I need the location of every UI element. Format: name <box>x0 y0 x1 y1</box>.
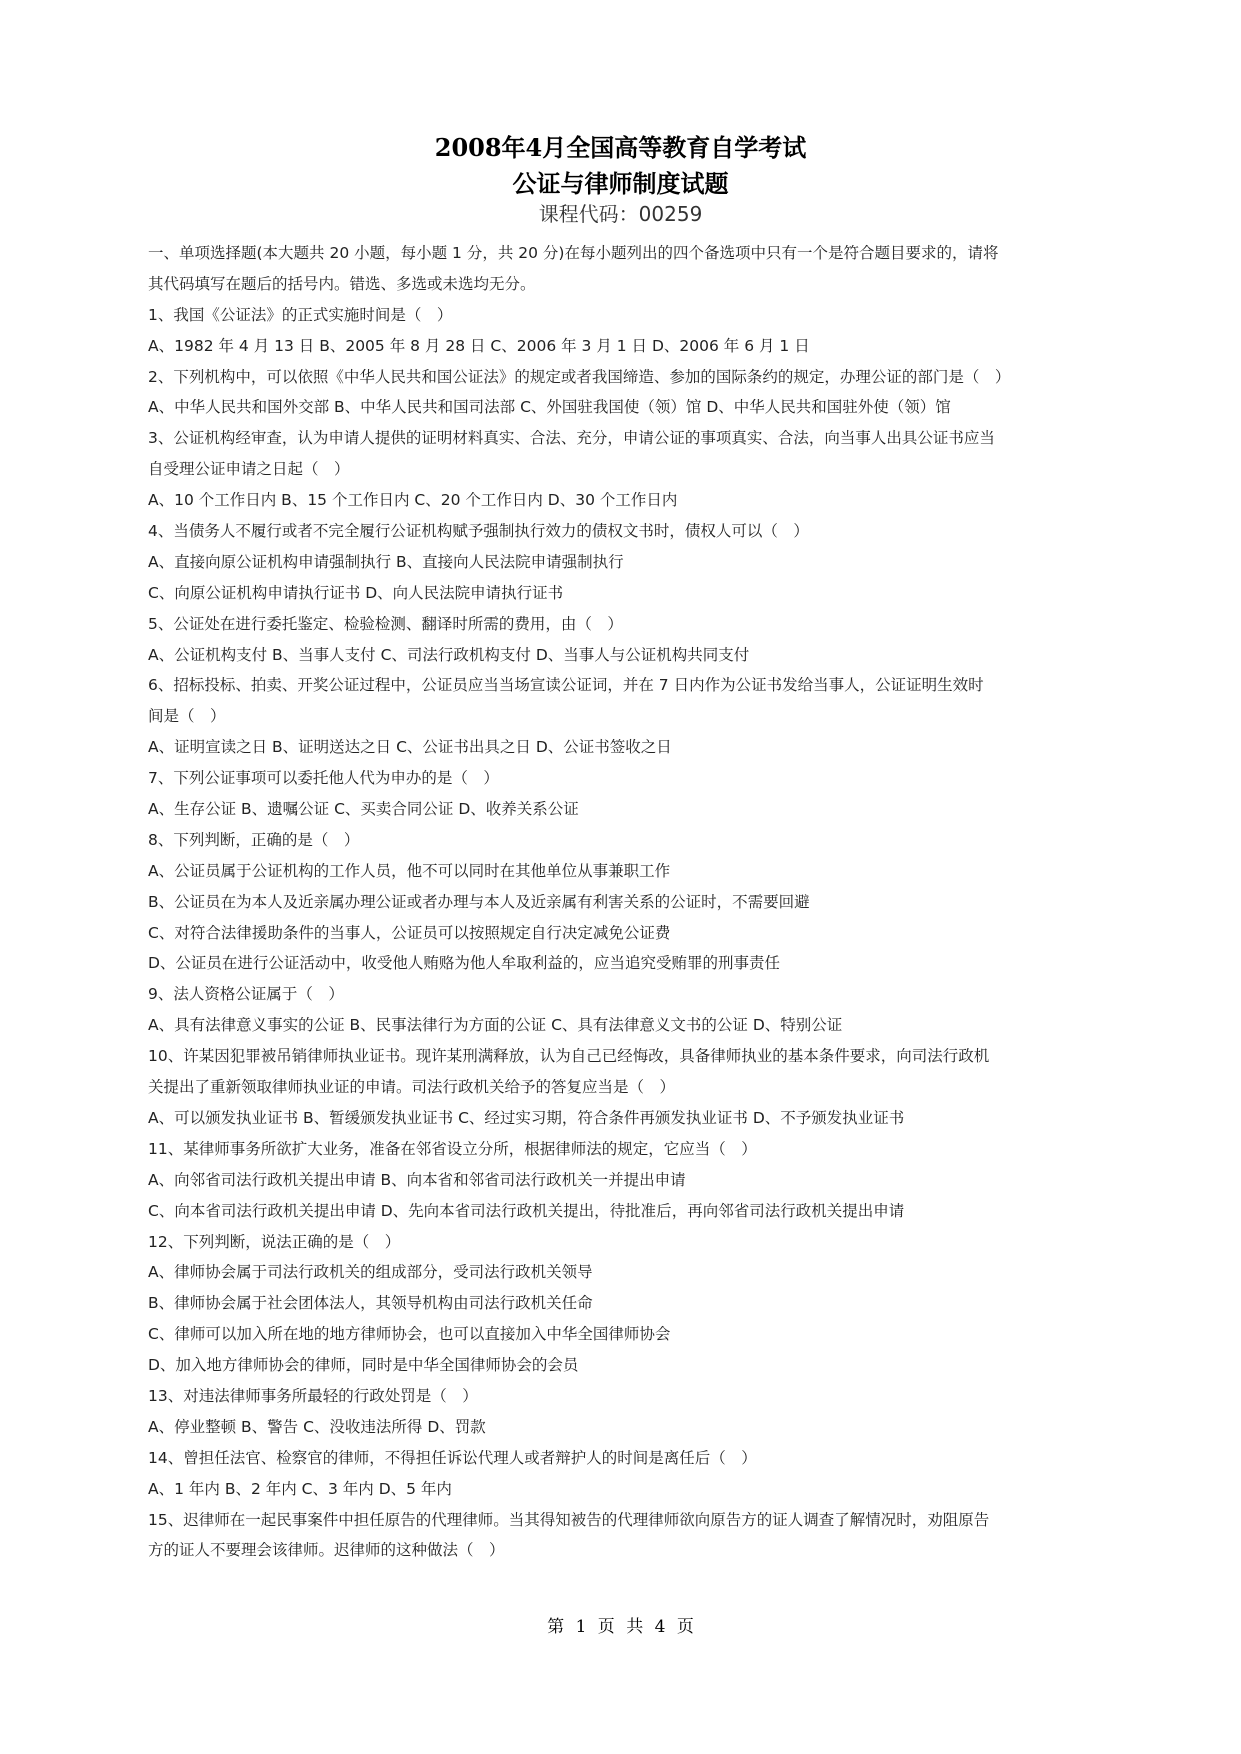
text-line: 4、当债务人不履行或者不完全履行公证机构赋予强制执行效力的债权文书时，债权人可以（ ） <box>148 522 809 541</box>
text-line: D、公证员在进行公证活动中，收受他人贿赂为他人牟取利益的，应当追究受贿罪的刑事责任 <box>148 954 780 973</box>
text-line: 方的证人不要理会该律师。迟律师的这种做法（ ） <box>148 1541 505 1560</box>
text-line: A、律师协会属于司法行政机关的组成部分，受司法行政机关领导 <box>148 1263 593 1282</box>
text-line: 3、公证机构经审查，认为申请人提供的证明材料真实、合法、充分，申请公证的事项真实、合法，向当事人出具公证书应当 <box>148 429 995 448</box>
text-line: 6、招标投标、拍卖、开奖公证过程中，公证员应当当场宣读公证词，并在 7 日内作为公证书发给当事人，公证证明生效时 <box>148 676 984 695</box>
text-line: A、中华人民共和国外交部 B、中华人民共和国司法部 C、外国驻我国使（领）馆 D、中华人民共和国驻外使（领）馆 <box>148 398 951 417</box>
text-line: 其代码填写在题后的括号内。错选、多选或未选均无分。 <box>148 274 536 293</box>
text-line: 间是（ ） <box>148 707 226 726</box>
text-line: B、律师协会属于社会团体法人，其领导机构由司法行政机关任命 <box>148 1294 593 1313</box>
text-line: A、公证机构支付 B、当事人支付 C、司法行政机构支付 D、当事人与公证机构共同支付 <box>148 645 750 664</box>
text-line: 10、许某因犯罪被吊销律师执业证书。现许某刑满释放，认为自己已经悔改，具备律师执业的基本条件要求，向司法行政机 <box>148 1047 990 1066</box>
text-line: 关提出了重新领取律师执业证的申请。司法行政机关给予的答复应当是（ ） <box>148 1078 676 1097</box>
text-line: 14、曾担任法官、检察官的律师，不得担任诉讼代理人或者辩护人的时间是离任后（ ） <box>148 1448 757 1467</box>
page-footer: 第 1 页 共 4 页 <box>547 1617 694 1637</box>
text-line: A、直接向原公证机构申请强制执行 B、直接向人民法院申请强制执行 <box>148 552 624 571</box>
text-line: 13、对违法律师事务所最轻的行政处罚是（ ） <box>148 1386 478 1405</box>
text-line: 1、我国《公证法》的正式实施时间是（ ） <box>148 305 453 324</box>
text-line: 8、下列判断，正确的是（ ） <box>148 830 360 849</box>
text-line: 11、某律师事务所欲扩大业务，准备在邻省设立分所，根据律师法的规定，它应当（ ） <box>148 1139 757 1158</box>
text-line: A、证明宣读之日 B、证明送达之日 C、公证书出具之日 D、公证书签收之日 <box>148 738 672 757</box>
text-line: 7、下列公证事项可以委托他人代为申办的是（ ） <box>148 769 499 788</box>
text-line: A、生存公证 B、遗嘱公证 C、买卖合同公证 D、收养关系公证 <box>148 800 579 819</box>
text-line: 一、单项选择题(本大题共 20 小题，每小题 1 分，共 20 分)在每小题列出的四个备选项中只有一个是符合题目要求的，请将 <box>148 244 999 262</box>
text-line: C、向本省司法行政机关提出申请 D、先向本省司法行政机关提出，待批准后，再向邻省司法行政机关提出申请 <box>148 1201 905 1220</box>
text-line: 2、下列机构中，可以依照《中华人民共和国公证法》的规定或者我国缔造、参加的国际条约的规定，办理公证的部门是（ ） <box>148 367 1011 386</box>
text-line: A、具有法律意义事实的公证 B、民事法律行为方面的公证 C、具有法律意义文书的公证 D、特别公证 <box>148 1016 843 1035</box>
exam-title: 2008年4月全国高等教育自学考试 <box>434 133 807 162</box>
question-body <box>148 238 1108 1566</box>
text-line: 5、公证处在进行委托鉴定、检验检测、翻译时所需的费用，由（ ） <box>148 614 623 633</box>
text-line: A、公证员属于公证机构的工作人员，他不可以同时在其他单位从事兼职工作 <box>148 861 671 880</box>
text-line: A、1982 年 4 月 13 日 B、2005 年 8 月 28 日 C、2006 年 3 月 1 日 D、2006 年 6 月 1 日 <box>148 336 810 355</box>
text-line: D、加入地方律师协会的律师，同时是中华全国律师协会的会员 <box>148 1356 579 1375</box>
text-line: A、向邻省司法行政机关提出申请 B、向本省和邻省司法行政机关一并提出申请 <box>148 1170 686 1189</box>
text-line: A、1 年内 B、2 年内 C、3 年内 D、5 年内 <box>148 1479 452 1498</box>
text-line: A、10 个工作日内 B、15 个工作日内 C、20 个工作日内 D、30 个工作日内 <box>148 491 678 510</box>
text-line: C、律师可以加入所在地的地方律师协会，也可以直接加入中华全国律师协会 <box>148 1325 671 1344</box>
text-line: 9、法人资格公证属于（ ） <box>148 985 344 1004</box>
text-line: C、对符合法律援助条件的当事人，公证员可以按照规定自行决定减免公证费 <box>148 923 671 942</box>
text-line: A、可以颁发执业证书 B、暂缓颁发执业证书 C、经过实习期，符合条件再颁发执业证书 D、不予颁发执业证书 <box>148 1108 905 1127</box>
exam-subtitle: 公证与律师制度试题 <box>512 169 729 198</box>
text-line: A、停业整顿 B、警告 C、没收违法所得 D、罚款 <box>148 1417 486 1436</box>
text-line: 12、下列判断，说法正确的是（ ） <box>148 1232 401 1251</box>
text-line: 自受理公证申请之日起（ ） <box>148 460 350 479</box>
text-line: B、公证员在为本人及近亲属办理公证或者办理与本人及近亲属有利害关系的公证时，不需要回避 <box>148 892 810 911</box>
course-code: 课程代码：00259 <box>538 202 703 226</box>
text-line: 15、迟律师在一起民事案件中担任原告的代理律师。当其得知被告的代理律师欲向原告方的证人调查了解情况时，劝阻原告 <box>148 1510 990 1529</box>
text-line: C、向原公证机构申请执行证书 D、向人民法院申请执行证书 <box>148 583 564 602</box>
